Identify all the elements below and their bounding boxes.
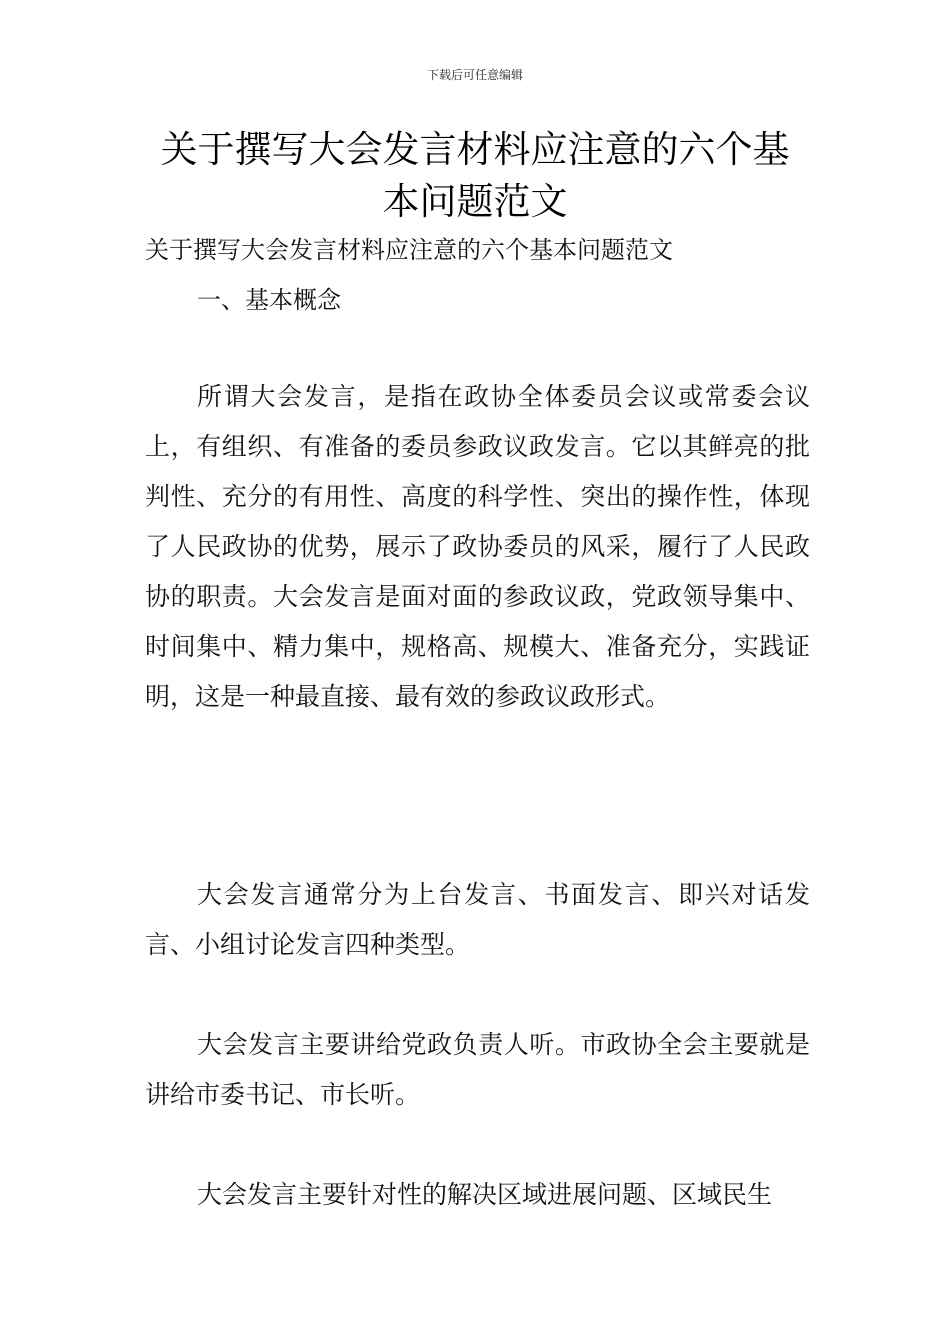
header-note: 下载后可任意编辑 <box>426 68 523 82</box>
document-subtitle: 关于撰写大会发言材料应注意的六个基本问题范文 <box>145 236 673 264</box>
paragraph-3: 大会发言主要讲给党政负责人听。市政协全会主要就是讲给市委书记、市长听。 <box>145 1030 810 1109</box>
paragraph-4: 大会发言主要针对性的解决区域进展问题、区域民生 <box>197 1180 773 1209</box>
paragraph-1: 所谓大会发言，是指在政协全体委员会议或常委会议上，有组织、有准备的委员参政议政发言。它以其鲜亮的批判性、充分的有用性、高度的科学性、突出的操作性，体现了人民政协的优势，展示了政协委员的风采，履行了人民政协的职责。大会发言是面对面的参政议政，党政领导集中、时间集中、精力集中，规格高、规模大、准备充分，实践证明，这是一种最直接、最有效的参政议政形式。 <box>145 382 810 711</box>
section-heading: 一、基本概念 <box>197 286 341 314</box>
document-title: 关于撰写大会发言材料应注意的六个基本问题范文 <box>160 128 790 223</box>
paragraph-2: 大会发言通常分为上台发言、书面发言、即兴对话发言、小组讨论发言四种类型。 <box>145 880 810 959</box>
